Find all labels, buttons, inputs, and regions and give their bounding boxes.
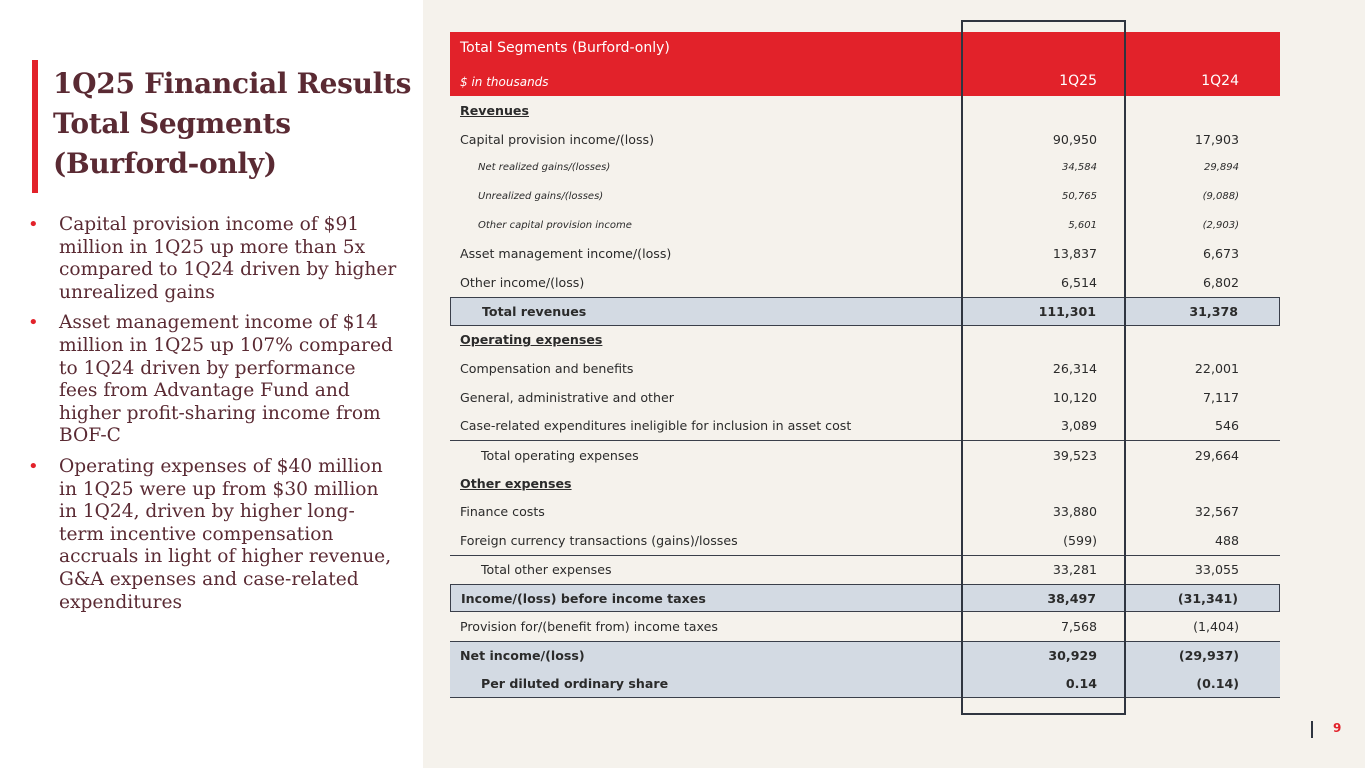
- slide-title-line: 1Q25 Financial Results: [53, 67, 412, 100]
- row-value-1q24: (29,937): [1178, 648, 1239, 664]
- slide-title-line: (Burford-only): [53, 147, 277, 180]
- row-value-1q25: 39,523: [1052, 447, 1097, 463]
- row-value-1q24: 32,567: [1194, 504, 1239, 520]
- row-value-1q25: 10,120: [1052, 389, 1097, 405]
- table-row-net-income: [450, 641, 1280, 670]
- row-value-1q25: 13,837: [1052, 246, 1097, 262]
- page-number-divider: [1311, 721, 1313, 738]
- row-label: Operating expenses: [460, 332, 603, 348]
- table-row: [450, 612, 1280, 641]
- row-label: Compensation and benefits: [460, 361, 634, 377]
- row-value-1q24: 488: [1214, 533, 1239, 549]
- row-value-1q25: 30,929: [1048, 648, 1097, 664]
- table-title: Total Segments (Burford-only): [460, 40, 670, 56]
- column-header-1q25: 1Q25: [1059, 73, 1097, 89]
- financial-table: [450, 32, 1280, 698]
- left-panel: [0, 0, 423, 768]
- row-label: Net income/(loss): [460, 648, 585, 664]
- row-value-1q24: (1,404): [1193, 619, 1239, 635]
- summary-bullets: [28, 214, 398, 622]
- row-value-1q24: (9,088): [1202, 190, 1239, 202]
- table-row: [450, 125, 1280, 154]
- row-value-1q25: 6,514: [1060, 274, 1097, 290]
- row-label: Total operating expenses: [481, 447, 639, 463]
- table-row-total: [450, 584, 1280, 613]
- row-value-1q24: 22,001: [1194, 361, 1239, 377]
- row-value-1q25: 50,765: [1062, 190, 1097, 202]
- row-label: Per diluted ordinary share: [481, 676, 669, 692]
- column-header-1q24: 1Q24: [1201, 73, 1239, 89]
- row-value-1q25: 5,601: [1068, 219, 1097, 231]
- row-value-1q25: 34,584: [1062, 162, 1097, 174]
- row-value-1q25: 0.14: [1065, 676, 1097, 692]
- bullet-text: Capital provision income of $91 million in 1Q25 up more than 5x compared to 1Q24 driven by higher unrealized gains: [59, 214, 397, 303]
- row-label: Foreign currency transactions (gains)/losses: [460, 533, 738, 549]
- row-value-1q25: (599): [1063, 533, 1097, 549]
- table-row: [450, 383, 1280, 412]
- row-value-1q24: 31,378: [1189, 303, 1238, 319]
- table-row: [450, 153, 1280, 182]
- row-value-1q25: 33,880: [1052, 504, 1097, 520]
- table-row: [450, 469, 1280, 498]
- bullet-text: Operating expenses of $40 million in 1Q25 were up from $30 million in 1Q24, driven by higher long-term incentive compensation accruals in light of higher revenue, G&A expenses and case-related expenditures: [59, 455, 392, 613]
- slide-title: [53, 64, 423, 184]
- row-value-1q24: 29,664: [1194, 447, 1239, 463]
- row-value-1q25: 90,950: [1052, 131, 1097, 147]
- row-label: Net realized gains/(losses): [478, 162, 611, 174]
- table-row-subtotal: [450, 555, 1280, 584]
- row-value-1q24: (31,341): [1177, 590, 1238, 606]
- row-label: Provision for/(benefit from) income taxes: [460, 619, 718, 635]
- table-row: [450, 211, 1280, 240]
- page-number: 9: [1333, 721, 1342, 735]
- row-value-1q25: 33,281: [1052, 562, 1097, 578]
- bullet-item: [28, 456, 398, 614]
- table-units: $ in thousands: [460, 75, 549, 89]
- table-row: [450, 326, 1280, 355]
- table-row: [450, 239, 1280, 268]
- table-row: [450, 526, 1280, 555]
- row-label: Total other expenses: [481, 562, 612, 578]
- row-value-1q25: 3,089: [1060, 418, 1097, 434]
- row-value-1q25: 111,301: [1038, 303, 1096, 319]
- row-label: Revenues: [460, 102, 529, 118]
- bullet-dot-icon: •: [28, 455, 39, 477]
- title-accent-bar: [32, 60, 38, 193]
- row-label: Asset management income/(loss): [460, 246, 672, 262]
- table-row-eps: [450, 670, 1280, 699]
- row-value-1q24: 6,802: [1202, 274, 1239, 290]
- bullet-dot-icon: •: [28, 312, 39, 334]
- row-value-1q25: 7,568: [1060, 619, 1097, 635]
- table-row: [450, 182, 1280, 211]
- row-label: Unrealized gains/(losses): [478, 190, 604, 202]
- row-value-1q24: 17,903: [1194, 131, 1239, 147]
- table-row: [450, 412, 1280, 441]
- row-value-1q24: (0.14): [1196, 676, 1239, 692]
- right-panel: [423, 0, 1365, 768]
- row-value-1q24: (2,903): [1202, 219, 1239, 231]
- table-row-total: [450, 297, 1280, 326]
- row-label: Finance costs: [460, 504, 545, 520]
- row-label: Total revenues: [482, 303, 587, 319]
- table-row: [450, 268, 1280, 297]
- table-row: [450, 354, 1280, 383]
- row-label: Income/(loss) before income taxes: [461, 590, 706, 606]
- row-label: General, administrative and other: [460, 389, 674, 405]
- row-value-1q25: 38,497: [1047, 590, 1096, 606]
- row-label: Other income/(loss): [460, 274, 585, 290]
- row-label: Capital provision income/(loss): [460, 131, 654, 147]
- row-value-1q24: 29,894: [1204, 162, 1239, 174]
- bullet-item: [28, 312, 398, 448]
- table-row-subtotal: [450, 440, 1280, 469]
- row-label: Other expenses: [460, 475, 572, 491]
- table-row: [450, 96, 1280, 125]
- bullet-dot-icon: •: [28, 214, 39, 235]
- row-value-1q24: 7,117: [1202, 389, 1239, 405]
- slide-title-line: Total Segments: [53, 107, 291, 140]
- row-value-1q24: 33,055: [1194, 562, 1239, 578]
- row-label: Other capital provision income: [478, 219, 632, 231]
- row-value-1q24: 6,673: [1202, 246, 1239, 262]
- table-header: [450, 32, 1280, 96]
- row-value-1q25: 26,314: [1052, 361, 1097, 377]
- row-label: Case-related expenditures ineligible for inclusion in asset cost: [460, 418, 852, 434]
- table-row: [450, 498, 1280, 527]
- row-value-1q24: 546: [1214, 418, 1239, 434]
- bullet-text: Asset management income of $14 million in 1Q25 up 107% compared to 1Q24 driven by performance fees from Advantage Fund and higher profit-sharing income from BOF-C: [59, 312, 393, 447]
- bullet-item: [28, 214, 398, 304]
